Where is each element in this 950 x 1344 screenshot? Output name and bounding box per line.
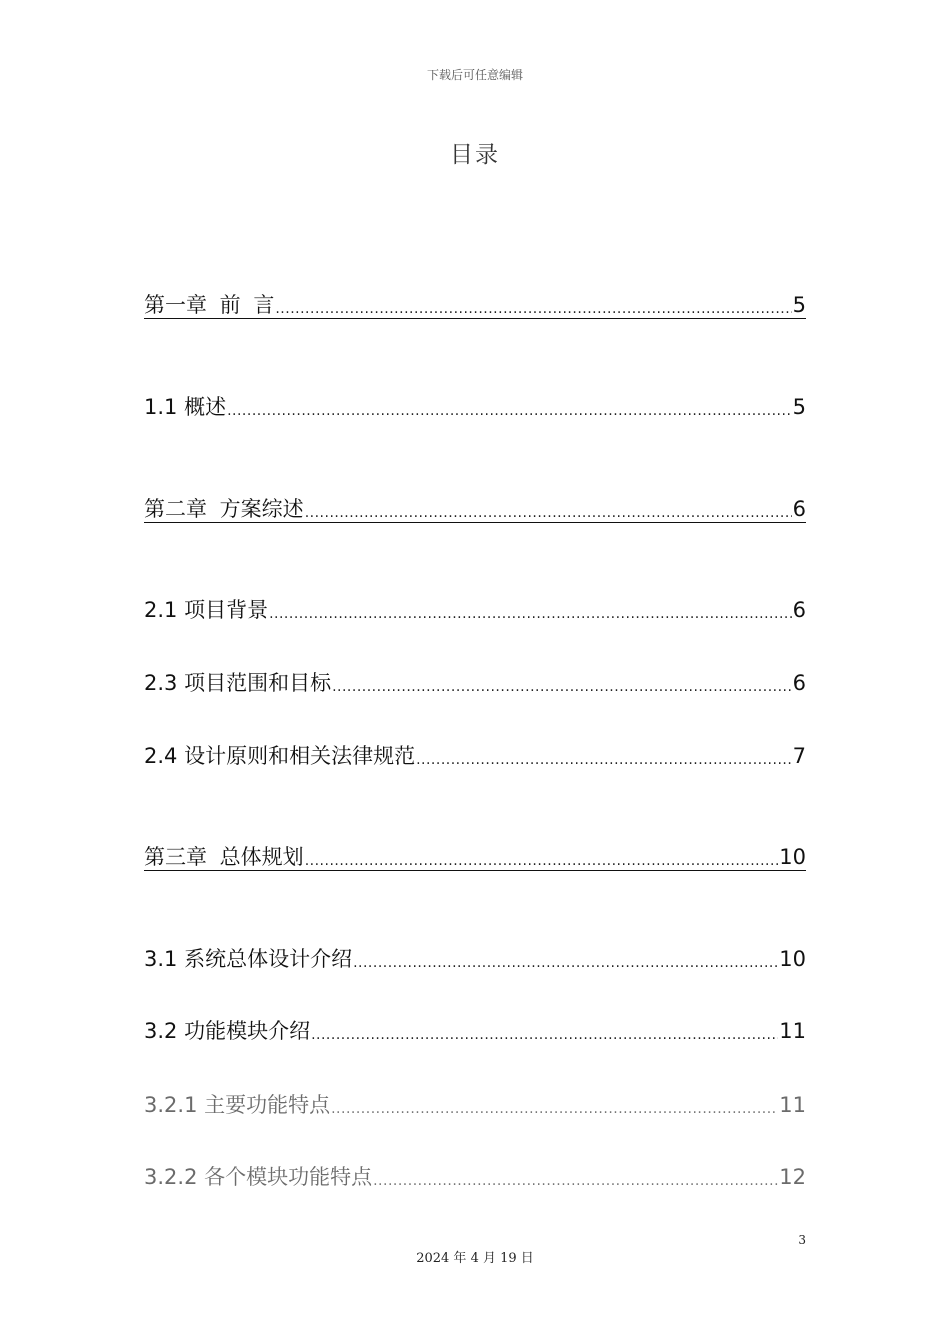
toc-entry-page: 6: [792, 497, 806, 521]
footer-date: 2024 年 4 月 19 日: [416, 1251, 534, 1266]
toc-entry-label: 第三章 总体规划: [144, 845, 304, 869]
toc-entry-page: 5: [792, 293, 806, 317]
toc-leader-dots: [373, 1172, 778, 1190]
toc-leader-dots: [311, 1026, 778, 1044]
toc-leader-dots: [331, 1100, 778, 1118]
toc-entry-chapter-2[interactable]: [144, 496, 806, 523]
toc-leader-dots: [275, 300, 791, 318]
toc-entry-label: 3.1 系统总体设计介绍: [144, 947, 353, 971]
toc-entry-label: 2.3 项目范围和目标: [144, 671, 332, 695]
toc-entry-3-1[interactable]: [144, 946, 806, 972]
toc-entry-2-4[interactable]: [144, 743, 806, 769]
toc-leader-dots: [332, 678, 792, 696]
toc-entry-chapter-3[interactable]: [144, 844, 806, 871]
toc-entry-3-2-2[interactable]: [144, 1164, 806, 1190]
toc-entry-page: 11: [779, 1019, 806, 1043]
toc-entry-page: 6: [792, 671, 806, 695]
page-number: 3: [798, 1233, 806, 1247]
toc-leader-dots: [227, 402, 792, 420]
toc-entry-label: 2.1 项目背景: [144, 598, 269, 622]
toc-entry-page: 6: [792, 598, 806, 622]
toc-entry-2-1[interactable]: [144, 597, 806, 623]
toc-entry-3-2[interactable]: [144, 1018, 806, 1044]
header-note: 下载后可任意编辑: [426, 68, 523, 82]
toc-title: 目录: [450, 142, 500, 168]
toc-entry-page: 5: [792, 395, 806, 419]
toc-entry-label: 第一章 前 言: [144, 293, 275, 317]
toc-leader-dots: [269, 605, 792, 623]
toc-entry-label: 3.2.2 各个模块功能特点: [144, 1165, 373, 1189]
toc-entry-page: 7: [792, 744, 806, 768]
toc-leader-dots: [305, 852, 779, 870]
toc-entry-2-3[interactable]: [144, 670, 806, 696]
toc-leader-dots: [353, 954, 778, 972]
toc-entry-chapter-1[interactable]: [144, 292, 806, 319]
toc-entry-page: 10: [779, 947, 806, 971]
toc-entry-page: 12: [779, 1165, 806, 1189]
toc-leader-dots: [416, 751, 792, 769]
toc-entry-1-1[interactable]: [144, 394, 806, 420]
toc-entry-3-2-1[interactable]: [144, 1092, 806, 1118]
toc-entry-label: 3.2 功能模块介绍: [144, 1019, 311, 1043]
toc-leader-dots: [305, 504, 792, 522]
toc-entry-page: 11: [779, 1093, 806, 1117]
toc-entry-label: 2.4 设计原则和相关法律规范: [144, 744, 416, 768]
toc-entry-page: 10: [779, 845, 806, 869]
toc-entry-label: 1.1 概述: [144, 395, 227, 419]
toc-entry-label: 第二章 方案综述: [144, 497, 304, 521]
toc-entry-label: 3.2.1 主要功能特点: [144, 1093, 331, 1117]
